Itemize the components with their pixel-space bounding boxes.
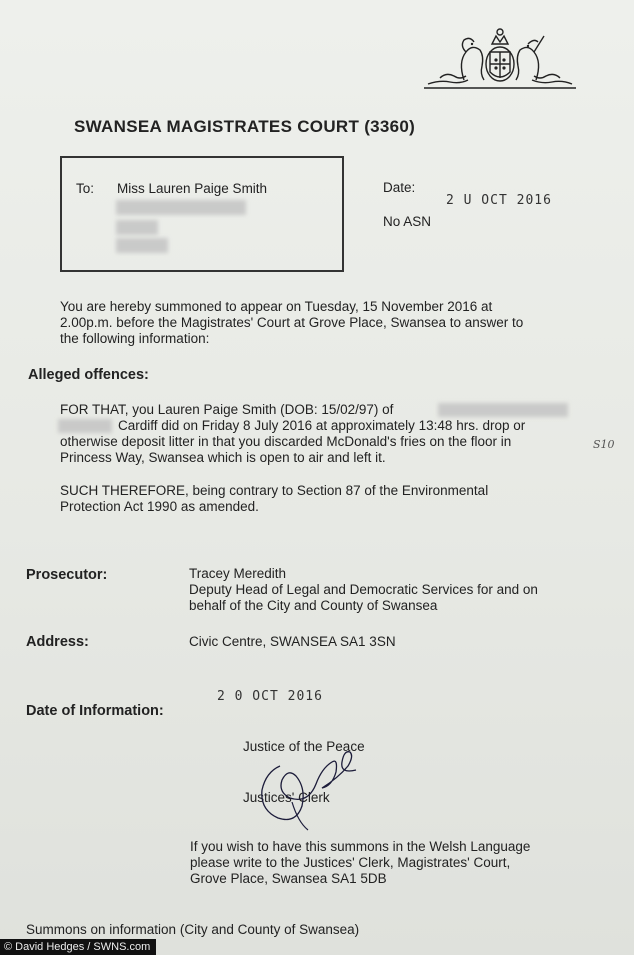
address-value: Civic Centre, SWANSEA SA1 3SN [189, 634, 396, 649]
welsh-notice-line: Grove Place, Swansea SA1 5DB [190, 871, 387, 886]
welsh-notice-line: If you wish to have this summons in the Welsh Language [190, 839, 531, 854]
handwritten-signature [252, 726, 372, 841]
prosecutor-details [189, 566, 589, 614]
welsh-language-notice [190, 839, 590, 887]
redacted-address-line [116, 200, 246, 215]
asn-text: No ASN [383, 214, 432, 229]
contrary-line: Protection Act 1990 as amended. [60, 499, 259, 514]
summons-line: the following information: [60, 331, 210, 346]
offence-line: otherwise deposit litter in that you discarded McDonald's fries on the floor in [60, 434, 512, 449]
date-stamp: 2 U OCT 2016 [446, 193, 552, 208]
prosecutor-line: behalf of the City and County of Swansea [189, 598, 438, 613]
date-label: Date: [383, 180, 416, 195]
court-title: SWANSEA MAGISTRATES COURT (3360) [74, 117, 416, 136]
welsh-notice-line: please write to the Justices' Clerk, Magistrates' Court, [190, 855, 511, 870]
prosecutor-line: Tracey Meredith [189, 566, 287, 581]
document-footer: Summons on information (City and County of Swansea) [26, 922, 360, 937]
summons-line: You are hereby summoned to appear on Tuesday, 15 November 2016 at [60, 299, 493, 314]
photo-credit: © David Hedges / SWNS.com [0, 939, 156, 955]
prosecutor-label: Prosecutor: [26, 567, 108, 583]
prosecutor-line: Deputy Head of Legal and Democratic Services for and on [189, 582, 538, 597]
date-of-information-label: Date of Information: [26, 703, 164, 719]
offence-line: Princess Way, Swansea which is open to air and left it. [60, 450, 386, 465]
address-box [60, 156, 344, 272]
redacted-address [438, 403, 568, 417]
redacted-address-line [116, 238, 168, 253]
summons-line: 2.00p.m. before the Magistrates' Court at Grove Place, Swansea to answer to [60, 315, 524, 330]
offence-line: Cardiff did on Friday 8 July 2016 at approximately 13:48 hrs. drop or [118, 418, 526, 433]
justice-of-peace-label: Justice of the Peace [243, 739, 365, 754]
justices-clerk-label: Justices' Clerk [243, 790, 330, 805]
summons-paragraph [60, 299, 580, 347]
information-date-stamp: 2 0 OCT 2016 [217, 689, 323, 704]
address-label: Address: [26, 634, 89, 650]
offences-heading: Alleged offences: [28, 367, 149, 383]
contrary-paragraph [60, 483, 580, 515]
contrary-line: SUCH THEREFORE, being contrary to Section 87 of the Environmental [60, 483, 489, 498]
to-label: To: [76, 181, 95, 196]
offence-line: FOR THAT, you Lauren Paige Smith (DOB: 15/02/97) of [60, 402, 394, 417]
handwritten-margin-note: S10 [593, 438, 615, 451]
redacted-address-line [116, 220, 158, 235]
redacted-address [58, 419, 112, 433]
royal-coat-of-arms-icon [420, 22, 580, 94]
recipient-name: Miss Lauren Paige Smith [117, 181, 268, 196]
